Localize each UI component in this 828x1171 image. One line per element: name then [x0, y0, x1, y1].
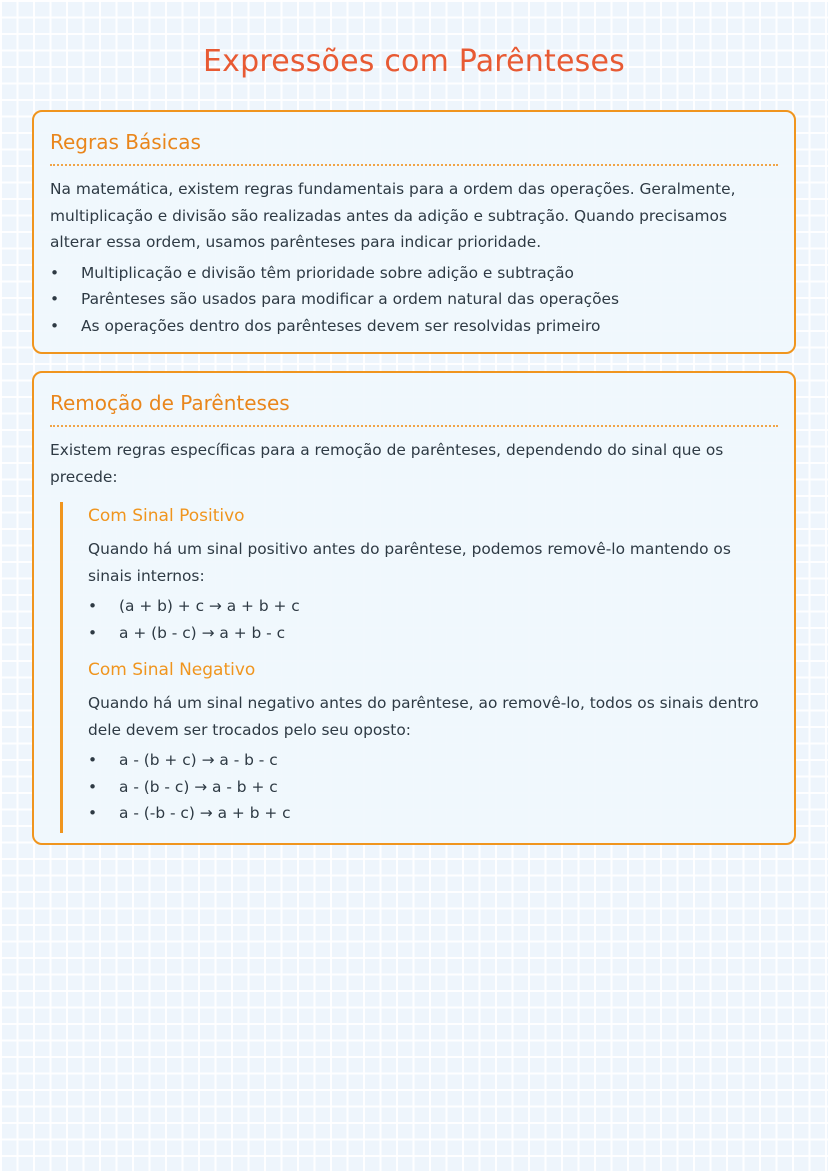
list-item: [50, 286, 778, 313]
negative-sign-heading: Com Sinal Negativo: [88, 660, 256, 680]
positive-sign-examples: [88, 593, 778, 646]
bullet-icon: •: [88, 777, 98, 796]
example-text: a + (b - c) → a + b - c: [119, 623, 286, 642]
bullet-icon: •: [88, 623, 98, 642]
basic-rules-card: [32, 110, 796, 354]
basic-rules-list: [50, 260, 778, 340]
list-item: [88, 800, 778, 827]
list-item: [88, 593, 778, 620]
bullet-icon: •: [88, 597, 98, 615]
bullet-icon: •: [88, 804, 98, 822]
example-text: a - (-b - c) → a + b + c: [119, 804, 291, 822]
negative-sign-text: Quando há um sinal negativo antes do parêntese, ao removê-lo, todos os sinais dentro dele devem ser trocados pelo seu oposto:: [88, 694, 759, 739]
positive-sign-section: [60, 502, 778, 650]
list-item: [88, 774, 778, 801]
page-title: Expressões com Parênteses: [203, 44, 625, 79]
list-item: [88, 747, 778, 774]
positive-sign-text: Quando há um sinal positivo antes do parêntese, podemos removê-lo mantendo os sinais internos:: [88, 540, 731, 585]
list-item-text: As operações dentro dos parênteses devem ser resolvidas primeiro: [81, 316, 601, 335]
list-item: [50, 260, 778, 287]
positive-sign-heading: Com Sinal Positivo: [88, 506, 245, 526]
list-item-text: Parênteses são usados para modificar a ordem natural das operações: [81, 290, 620, 308]
bullet-icon: •: [50, 290, 60, 308]
bullet-icon: •: [88, 751, 98, 769]
bullet-icon: •: [50, 316, 60, 335]
example-text: (a + b) + c → a + b + c: [119, 597, 300, 615]
parentheses-removal-heading: Remoção de Parênteses: [50, 373, 778, 427]
parentheses-removal-intro: Existem regras específicas para a remoção de parênteses, dependendo do sinal que os precede:: [50, 441, 724, 486]
basic-rules-intro: Na matemática, existem regras fundamentais para a ordem das operações. Geralmente, multiplicação e divisão são realizadas antes da adição e subtração. Quando precisamos alterar essa ordem, usamos parênteses para indicar prioridade.: [50, 180, 736, 251]
negative-sign-section: [60, 650, 778, 833]
negative-sign-examples: [88, 747, 778, 827]
example-text: a - (b + c) → a - b - c: [119, 751, 278, 769]
list-item: [50, 313, 778, 340]
bullet-icon: •: [50, 263, 60, 282]
example-text: a - (b - c) → a - b + c: [119, 777, 278, 796]
list-item: [88, 620, 778, 647]
basic-rules-heading: Regras Básicas: [50, 112, 778, 166]
parentheses-removal-card: [32, 371, 796, 845]
list-item-text: Multiplicação e divisão têm prioridade sobre adição e subtração: [81, 263, 574, 282]
document-page: [32, 0, 796, 822]
